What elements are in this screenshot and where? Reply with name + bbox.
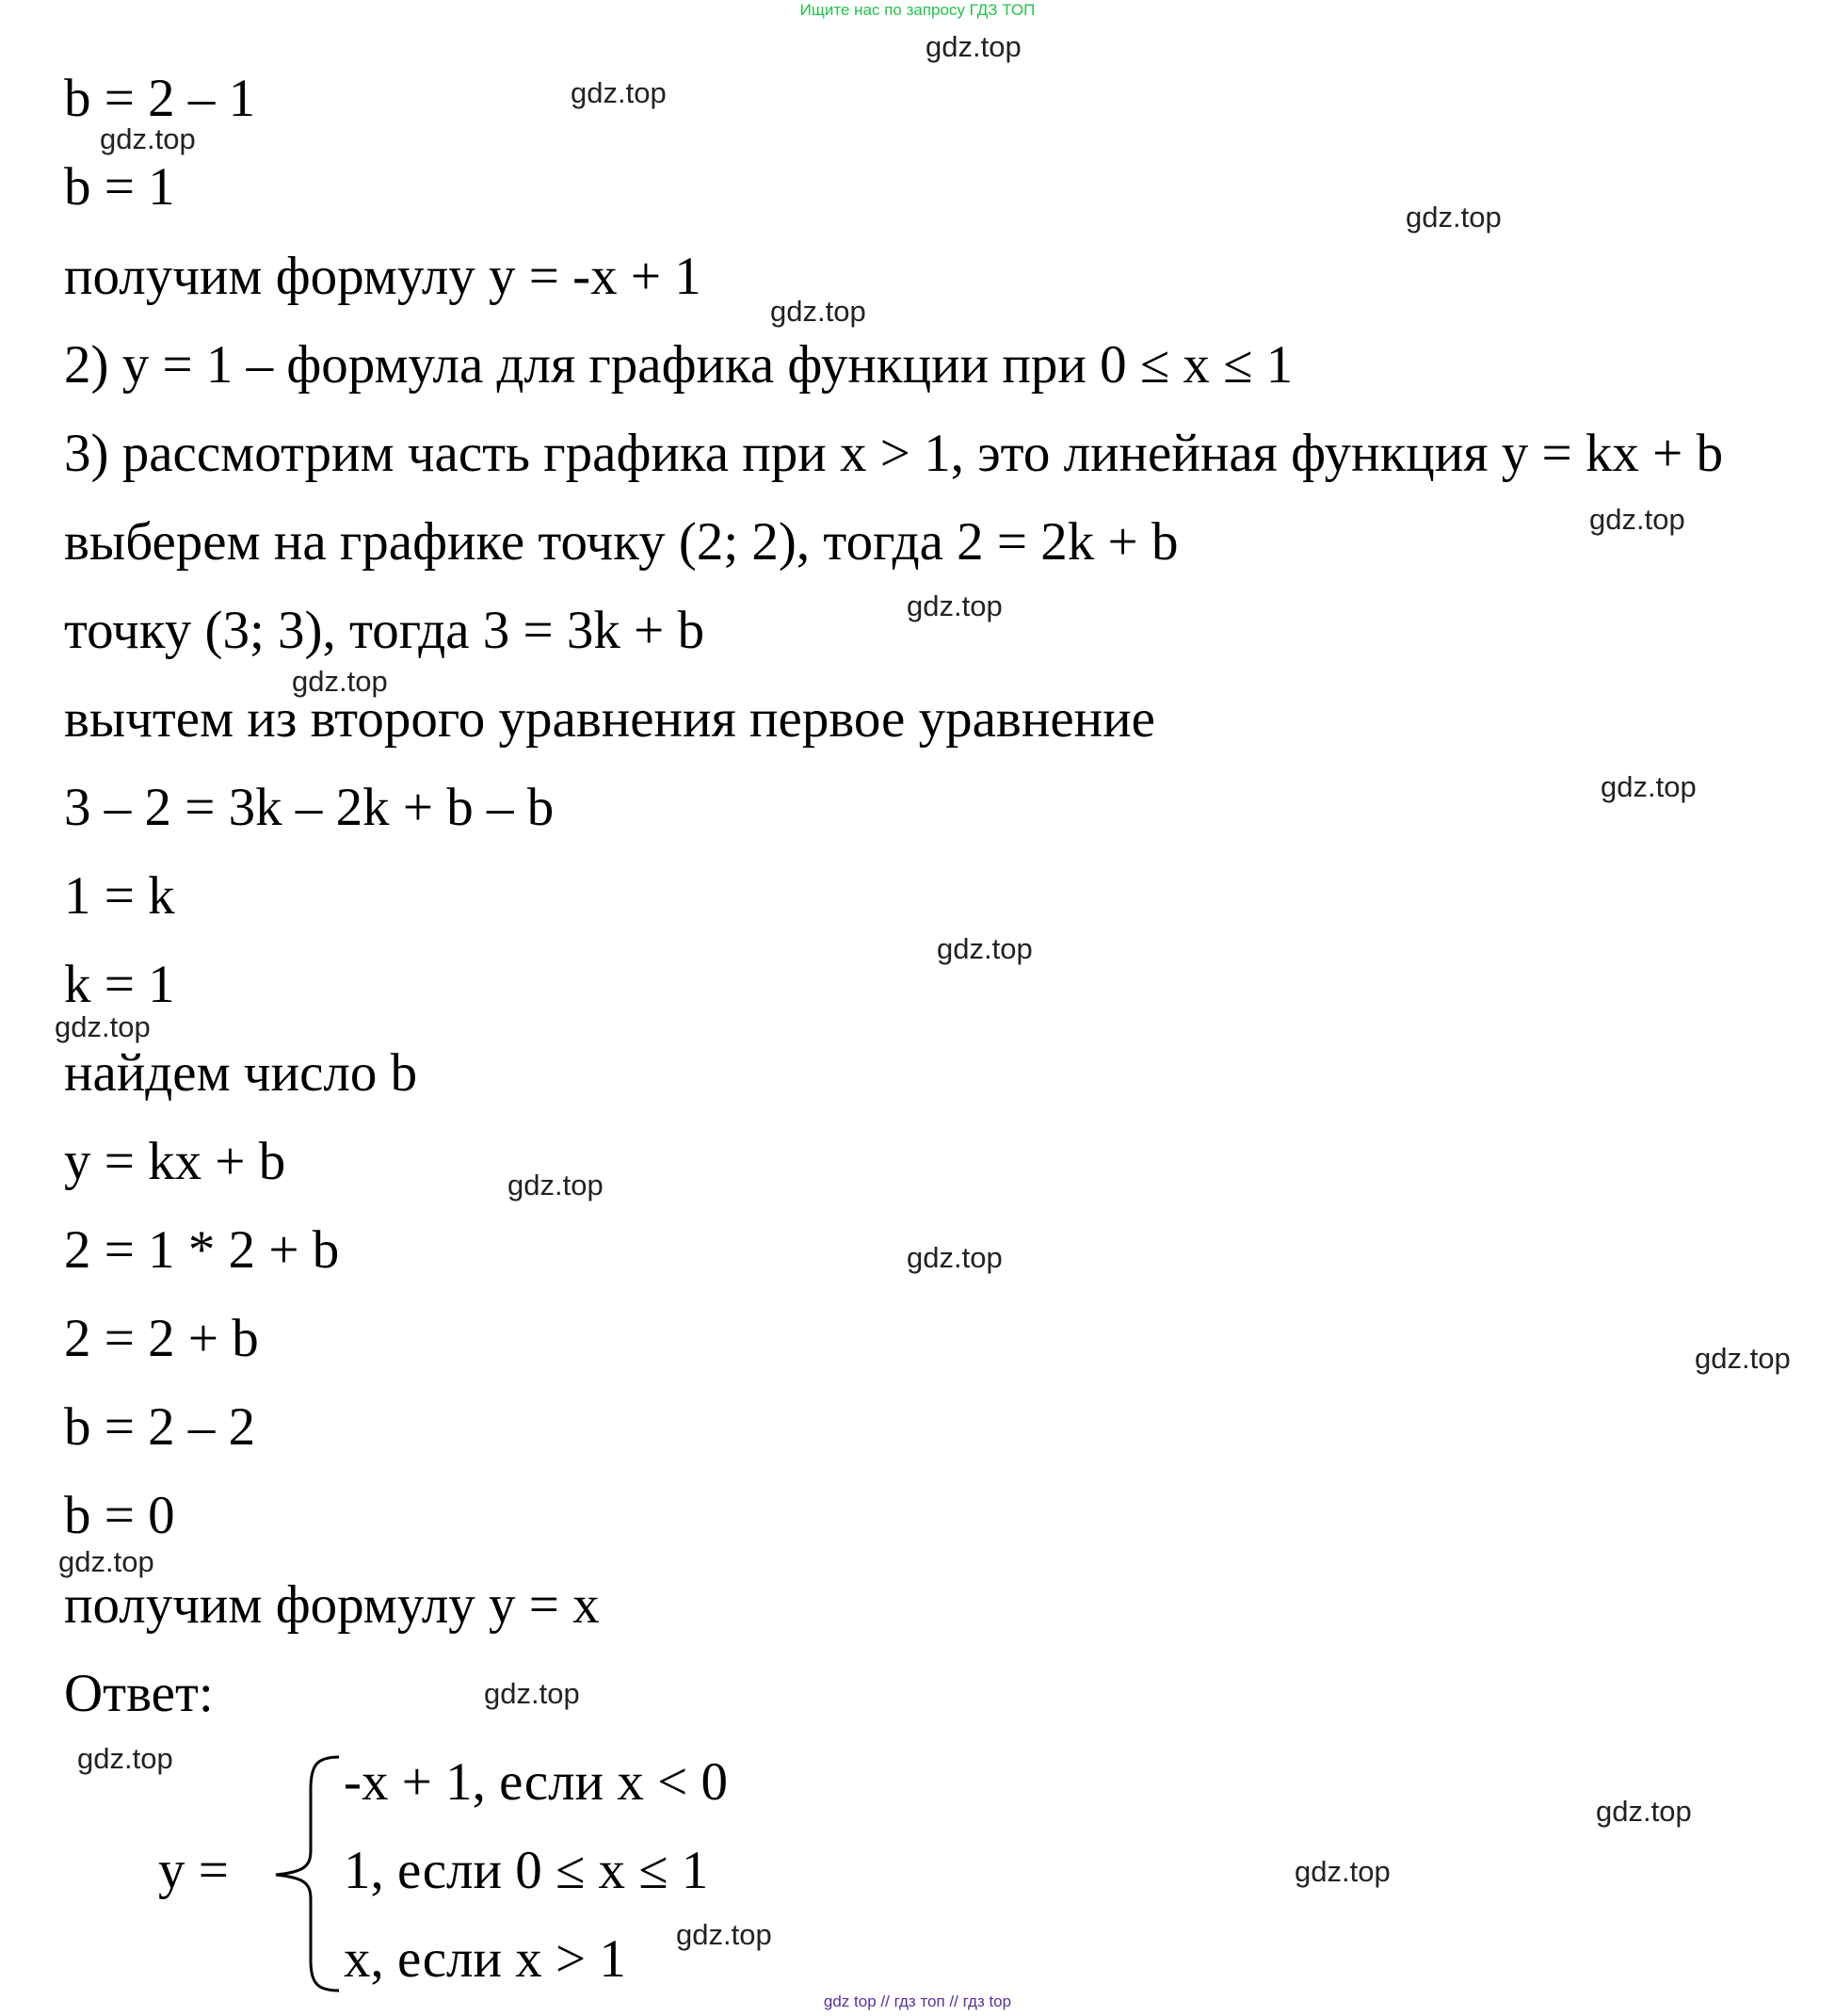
solution-line: 2 = 1 * 2 + b [64, 1220, 340, 1280]
answer-case: -x + 1, если x < 0 [344, 1752, 728, 1812]
solution-line: найдем число b [64, 1043, 418, 1103]
watermark: gdz.top [55, 1010, 151, 1043]
watermark: gdz.top [770, 295, 866, 328]
watermark: gdz.top [77, 1742, 173, 1775]
solution-line: получим формулу y = x [64, 1575, 600, 1635]
solution-line: получим формулу y = -x + 1 [64, 247, 701, 306]
watermark: gdz.top [1295, 1855, 1391, 1888]
watermark: gdz.top [1695, 1342, 1791, 1375]
answer-heading: Ответ: [64, 1664, 214, 1723]
watermark: gdz.top [1406, 201, 1502, 234]
watermark: gdz.top [907, 1241, 1003, 1274]
answer-lhs: y = [158, 1841, 229, 1900]
solution-line: 1 = k [64, 866, 175, 926]
footer-links[interactable]: gdz top // гдз топ // гдз top [823, 1992, 1012, 2010]
solution-line: выберем на графике точку (2; 2), тогда 2 = 2k + b [64, 512, 1179, 572]
watermark: gdz.top [292, 665, 388, 698]
watermark: gdz.top [926, 30, 1022, 63]
watermark: gdz.top [484, 1677, 580, 1710]
watermark: gdz.top [1596, 1795, 1692, 1828]
curly-brace-icon [268, 1751, 344, 1996]
solution-line: 2 = 2 + b [64, 1309, 259, 1368]
solution-line: 3) рассмотрим часть графика при x > 1, это линейная функция y = kx + b [64, 424, 1724, 483]
header-banner[interactable]: Ищите нас по запросу ГДЗ ТОП [799, 1, 1036, 19]
solution-line: 2) y = 1 – формула для графика функции при 0 ≤ x ≤ 1 [64, 335, 1294, 395]
solution-line: b = 1 [64, 157, 175, 217]
watermark: gdz.top [676, 1918, 772, 1951]
solution-line: вычтем из второго уравнения первое уравнение [64, 689, 1155, 749]
solution-line: точку (3; 3), тогда 3 = 3k + b [64, 601, 705, 660]
watermark: gdz.top [1589, 503, 1685, 536]
solution-line: 3 – 2 = 3k – 2k + b – b [64, 778, 555, 837]
solution-line: b = 2 – 1 [64, 69, 256, 128]
watermark: gdz.top [507, 1169, 604, 1202]
watermark: gdz.top [1601, 770, 1697, 803]
solution-line: k = 1 [64, 955, 175, 1014]
solution-line: y = kx + b [64, 1132, 286, 1191]
answer-case: x, если x > 1 [344, 1929, 626, 1989]
watermark: gdz.top [100, 122, 196, 155]
watermark: gdz.top [58, 1545, 154, 1578]
watermark: gdz.top [571, 76, 667, 109]
answer-case: 1, если 0 ≤ x ≤ 1 [344, 1841, 709, 1900]
solution-line: b = 2 – 2 [64, 1397, 256, 1457]
solution-line: b = 0 [64, 1486, 175, 1545]
watermark: gdz.top [907, 589, 1003, 622]
watermark: gdz.top [937, 932, 1033, 965]
